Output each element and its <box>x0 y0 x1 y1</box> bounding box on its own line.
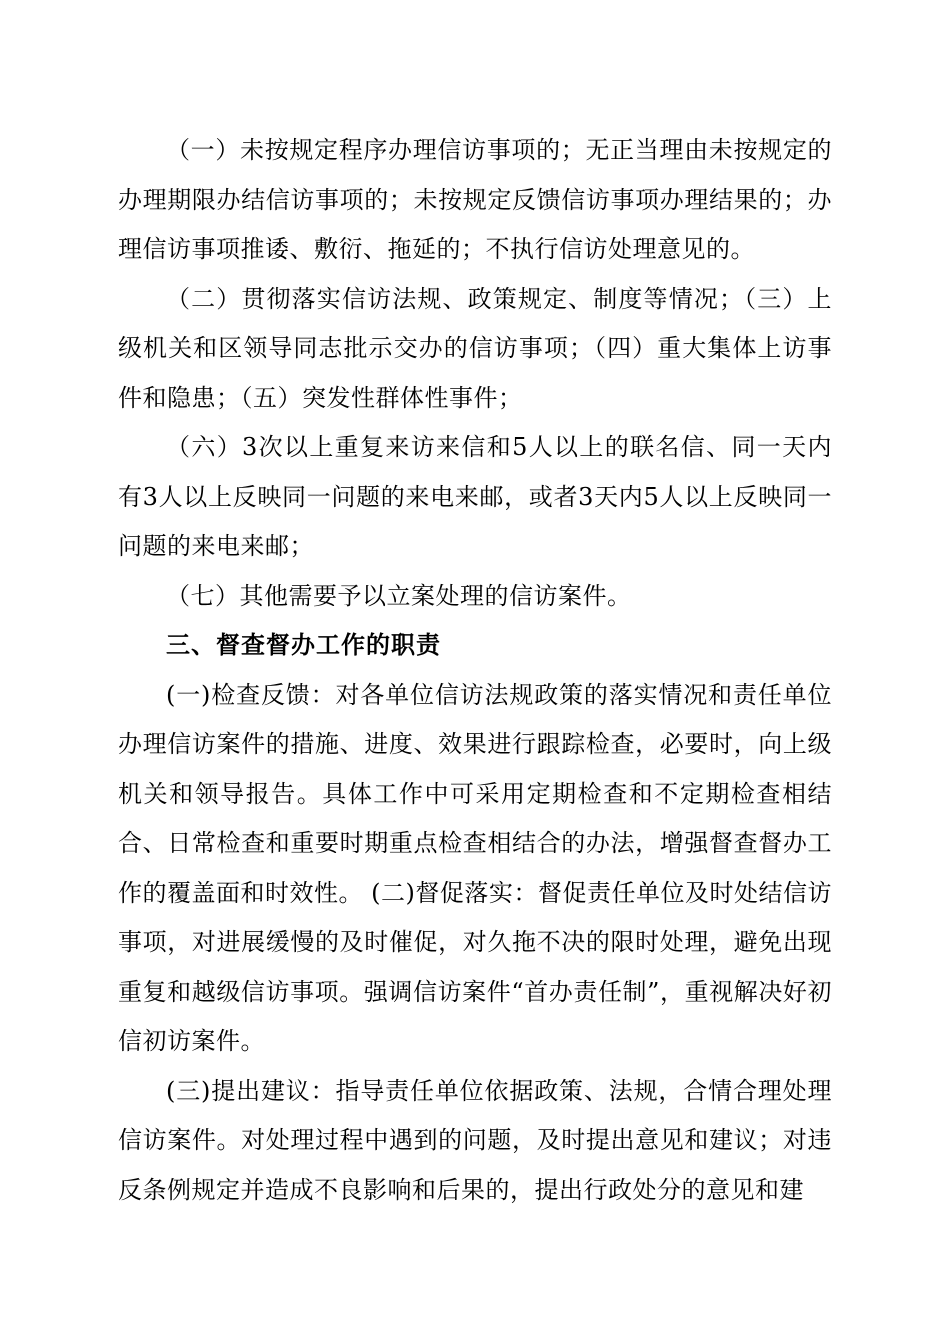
document-page <box>118 126 832 1215</box>
paragraph-6: (三)提出建议：指导责任单位依据政策、法规，合情合理处理信访案件。对处理过程中遇到的问题，及时提出意见和建议；对违反条例规定并造成不良影响和后果的，提出行政处分的意见和建 <box>118 1076 832 1204</box>
paragraph-1: （一）未按规定程序办理信访事项的；无正当理由未按规定的办理期限办结信访事项的；未按规定反馈信访事项办理结果的；办理信访事项推诿、敷衍、拖延的；不执行信访处理意见的。 <box>118 136 832 263</box>
paragraph-3: （六）3次以上重复来访来信和5人以上的联名信、同一天内有3人以上反映同一问题的来电来邮，或者3天内5人以上反映同一问题的来电来邮； <box>118 433 832 560</box>
paragraph-2: （二）贯彻落实信访法规、政策规定、制度等情况；（三）上级机关和区领导同志批示交办的信访事项；（四）重大集体上访事件和隐患；（五）突发性群体性事件； <box>118 284 832 412</box>
paragraph-5: (一)检查反馈：对各单位信访法规政策的落实情况和责任单位办理信访案件的措施、进度、效果进行跟踪检查，必要时，向上级机关和领导报告。具体工作中可采用定期检查和不定期检查相结合、日常检查和重要时期重点检查相结合的办法，增强督查督办工作的覆盖面和时效性。 (二)督促落实：督促责任单位及时处结信访事项，对进展缓慢的及时催促，对久拖不决的限时处理，避免出现重复和越级信访事项。强调信访案件“首办责任制”，重视解决好初信初访案件。 <box>118 680 832 1055</box>
section-heading: 三、督查督办工作的职责 <box>166 631 441 659</box>
paragraph-4: （七）其他需要予以立案处理的信访案件。 <box>166 581 632 610</box>
